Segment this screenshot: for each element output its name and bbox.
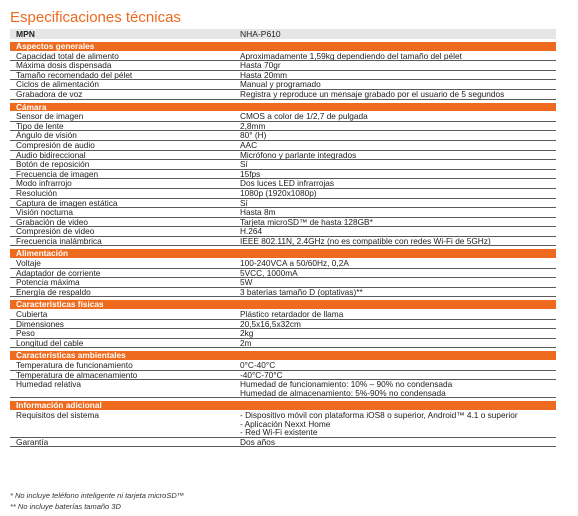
spec-label: Captura de imagen estática (10, 198, 234, 208)
spec-value (234, 380, 556, 398)
spec-label: Longitud del cable (10, 338, 234, 348)
spec-value-line: - Dispositivo móvil con plataforma iOS8 o superior, Android™ 4.1 o superior (240, 410, 518, 420)
footnote: * No incluye teléfono inteligente ni tarjeta microSD™ (10, 491, 185, 500)
section-header (10, 351, 556, 360)
spec-row (10, 198, 556, 208)
spec-value-line: - Red Wi-Fi existente (240, 427, 318, 438)
spec-row (10, 61, 556, 71)
spec-label: Peso (10, 329, 234, 339)
spec-row (10, 51, 556, 61)
section-title: Información adicional (10, 401, 556, 410)
spec-label: Tamaño recomendado del pélet (10, 70, 234, 80)
spec-row (10, 150, 556, 160)
spec-label: Modo infrarrojo (10, 179, 234, 189)
spec-value: CMOS a color de 1/2,7 de pulgada (234, 112, 556, 122)
spec-label: Grabación de video (10, 217, 234, 227)
spec-row (10, 227, 556, 237)
spec-label: Potencia máxima (10, 278, 234, 288)
mpn-label: MPN (10, 29, 234, 39)
spec-value: Hasta 8m (234, 208, 556, 218)
spec-label: Energía de respaldo (10, 287, 234, 297)
spec-label: Frecuencia de imagen (10, 169, 234, 179)
spec-value: Tarjeta microSD™ de hasta 128GB* (234, 217, 556, 227)
spec-row (10, 121, 556, 131)
spec-label: Compresión de video (10, 227, 234, 237)
section-header (10, 103, 556, 112)
spec-row (10, 131, 556, 141)
spec-row (10, 329, 556, 339)
spec-row (10, 140, 556, 150)
spec-label: Ciclos de alimentación (10, 80, 234, 90)
spec-row (10, 89, 556, 99)
spec-row (10, 410, 556, 437)
spec-table-body (10, 29, 556, 447)
section-title: Características ambientales (10, 351, 556, 360)
spec-label: Máxima dosis dispensada (10, 61, 234, 71)
section-title: Cámara (10, 103, 556, 112)
spec-value-line: Humedad de funcionamiento: 10% – 90% no condensada (240, 379, 453, 390)
spec-label: Visión nocturna (10, 208, 234, 218)
spec-value: 100-240VCA a 50/60Hz, 0,2A (234, 259, 556, 269)
spec-row (10, 179, 556, 189)
spec-label: Botón de reposición (10, 160, 234, 170)
spec-value: H.264 (234, 227, 556, 237)
spec-value: Hasta 20mm (234, 70, 556, 80)
spec-label: Adaptador de corriente (10, 268, 234, 278)
spec-value: -40°C-70°C (234, 370, 556, 380)
spec-label: Ángulo de visión (10, 131, 234, 141)
spec-value: Sí (234, 198, 556, 208)
spec-value: 0°C-40°C (234, 361, 556, 371)
spec-value: 15fps (234, 169, 556, 179)
spec-value-line: - Aplicación Nexxt Home (240, 418, 331, 429)
footnotes (10, 490, 184, 512)
spec-row (10, 380, 556, 398)
spec-row (10, 160, 556, 170)
spec-value: 2,8mm (234, 121, 556, 131)
spec-value: 5VCC, 1000mA (234, 268, 556, 278)
spec-row (10, 319, 556, 329)
spec-label: Garantía (10, 437, 234, 447)
spec-value: 80° (H) (234, 131, 556, 141)
page-title: Especificaciones técnicas (10, 9, 181, 26)
spec-value: Aproximadamente 1,59kg dependiendo del tamaño del pélet (234, 51, 556, 61)
spec-row (10, 361, 556, 371)
spec-value (234, 410, 556, 437)
spec-value: Hasta 70gr (234, 61, 556, 71)
spec-value: AAC (234, 140, 556, 150)
spec-row (10, 208, 556, 218)
spec-label: Humedad relativa (10, 380, 234, 398)
section-header (10, 249, 556, 258)
spec-value: 3 baterías tamaño D (optativas)** (234, 287, 556, 297)
spec-value-line: Humedad de almacenamiento: 5%-90% no condensada (240, 387, 446, 398)
spec-value: Plástico retardador de llama (234, 310, 556, 320)
spec-label: Audio bidireccional (10, 150, 234, 160)
spec-label: Temperatura de almacenamiento (10, 370, 234, 380)
spec-value: Dos años (234, 437, 556, 447)
mpn-value: NHA-P610 (234, 29, 556, 39)
spec-row (10, 268, 556, 278)
spec-row (10, 188, 556, 198)
spec-label: Frecuencia inalámbrica (10, 236, 234, 246)
spec-label: Dimensiones (10, 319, 234, 329)
spec-label: Capacidad total de alimento (10, 51, 234, 61)
spec-row (10, 70, 556, 80)
spec-value: 2kg (234, 329, 556, 339)
spec-label: Voltaje (10, 259, 234, 269)
spec-row (10, 80, 556, 90)
spec-label: Temperatura de funcionamiento (10, 361, 234, 371)
spec-value: 2m (234, 338, 556, 348)
spec-label: Compresión de audio (10, 140, 234, 150)
spec-row (10, 338, 556, 348)
section-title: Características físicas (10, 300, 556, 309)
mpn-row (10, 29, 556, 39)
spec-row (10, 370, 556, 380)
spec-row (10, 310, 556, 320)
spec-row (10, 112, 556, 122)
spec-value: 20,5x16,5x32cm (234, 319, 556, 329)
spec-value: 1080p (1920x1080p) (234, 188, 556, 198)
spec-value: Sí (234, 160, 556, 170)
spec-label: Cubierta (10, 310, 234, 320)
spec-label: Sensor de imagen (10, 112, 234, 122)
section-title: Alimentación (10, 249, 556, 258)
spec-label: Grabadora de voz (10, 89, 234, 99)
spec-row (10, 217, 556, 227)
spec-label: Resolución (10, 188, 234, 198)
spec-label: Requisitos del sistema (10, 410, 234, 437)
footnote: ** No incluye baterías tamaño 3D (10, 502, 121, 511)
spec-value: IEEE 802.11N, 2.4GHz (no es compatible con redes Wi-Fi de 5GHz) (234, 236, 556, 246)
section-header (10, 401, 556, 410)
spec-value: Dos luces LED infrarrojas (234, 179, 556, 189)
spec-label: Tipo de lente (10, 121, 234, 131)
section-header (10, 300, 556, 309)
spec-table (10, 29, 556, 447)
spec-value: Registra y reproduce un mensaje grabado por el usuario de 5 segundos (234, 89, 556, 99)
spec-row (10, 236, 556, 246)
spec-value: Micrófono y parlante integrados (234, 150, 556, 160)
spec-row (10, 287, 556, 297)
section-title: Aspectos generales (10, 42, 556, 51)
spec-row (10, 437, 556, 447)
spec-row (10, 169, 556, 179)
section-header (10, 42, 556, 51)
spec-value: 5W (234, 278, 556, 288)
spec-value: Manual y programado (234, 80, 556, 90)
spec-row (10, 278, 556, 288)
spec-row (10, 259, 556, 269)
